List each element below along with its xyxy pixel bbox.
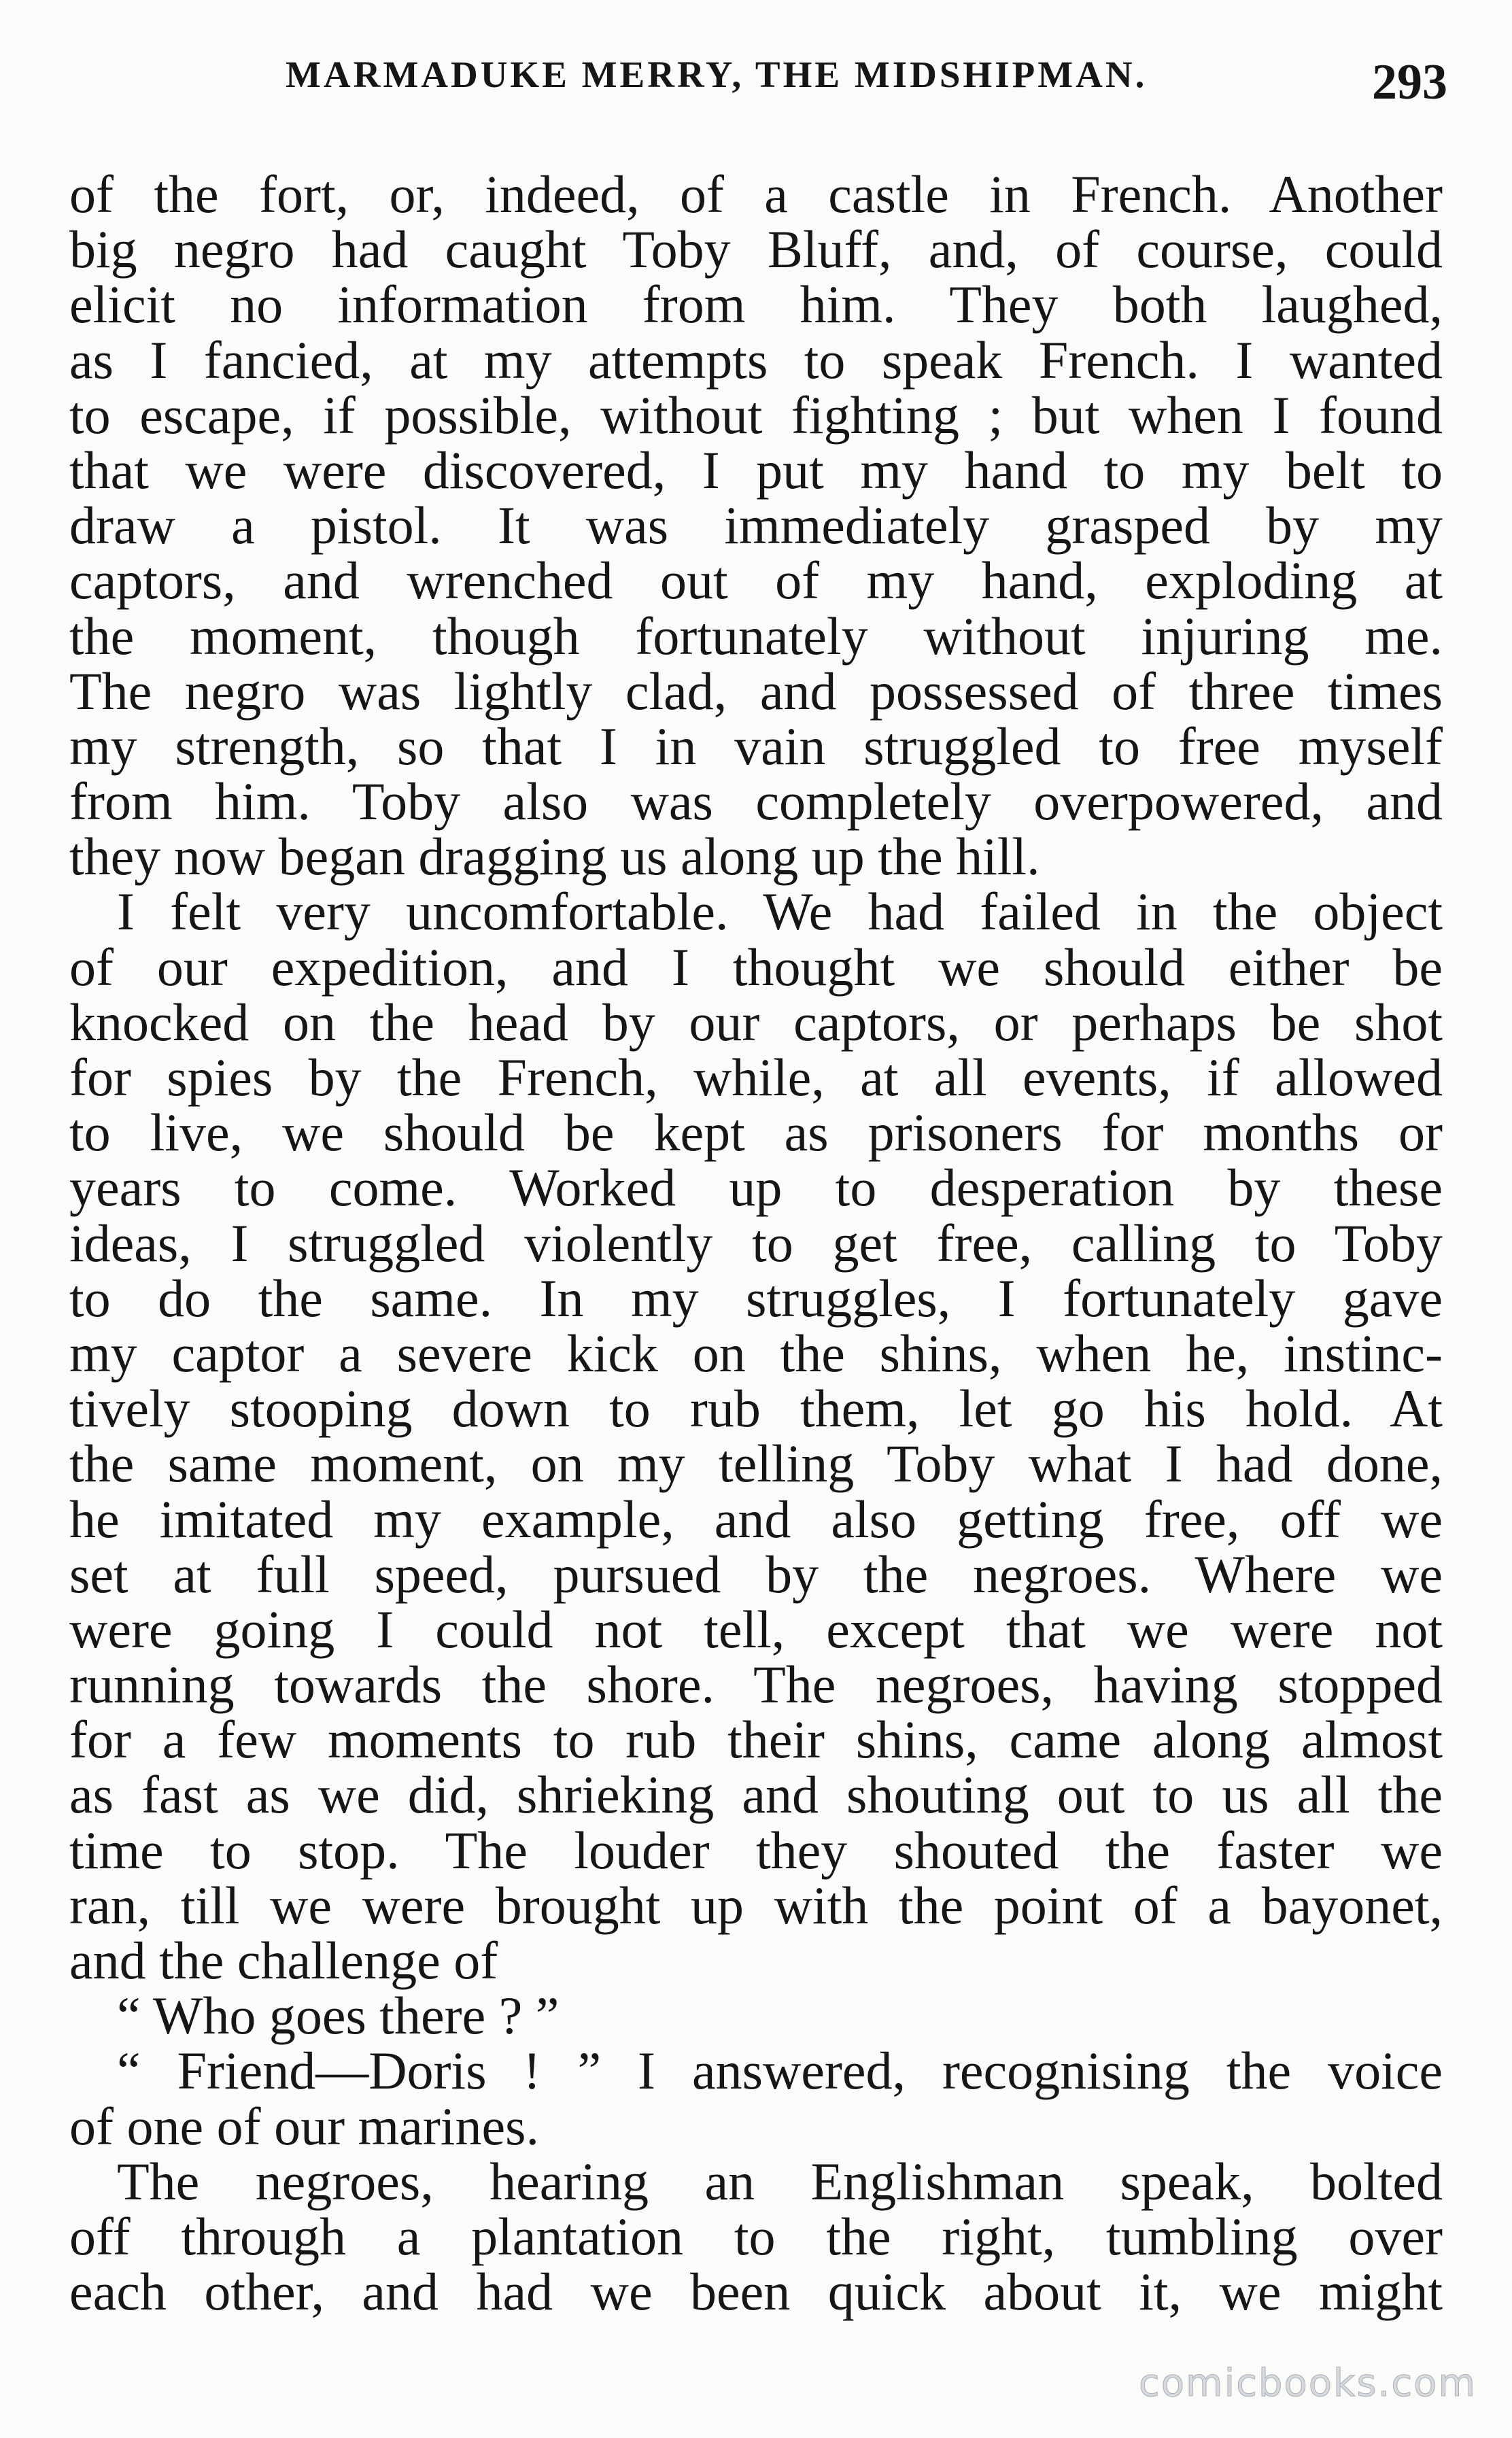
text-line: time to stop. The louder they shouted the faster we [69, 1820, 1443, 1880]
text-line: and the challenge of [69, 1931, 498, 1990]
text-line: of one of our marines. [69, 2096, 539, 2156]
text-line: The negroes, hearing an Englishman speak, bolted [117, 2151, 1443, 2211]
dialogue-line: “ Who goes there ? ” [117, 1986, 560, 2046]
text-line: off through a plantation to the right, tumbling over [69, 2206, 1443, 2266]
text-line: years to come. Worked up to desperation by these [69, 1158, 1443, 1218]
text-line: as I fancied, at my attempts to speak French. I wanted [69, 330, 1443, 390]
text-line: of the fort, or, indeed, of a castle in French. Another [69, 165, 1443, 224]
text-line: for a few moments to rub their shins, came along almost [69, 1710, 1443, 1770]
watermark-text: comicbooks.com [1138, 2361, 1477, 2405]
text-line: the moment, though fortunately without injuring me. [69, 606, 1443, 666]
text-line: they now began dragging us along up the hill. [69, 827, 1040, 887]
text-line: the same moment, on my telling Toby what I had done, [69, 1434, 1443, 1494]
text-line: he imitated my example, and also getting free, off we [69, 1489, 1443, 1549]
page-number: 293 [1372, 54, 1447, 110]
text-line: to live, we should be kept as prisoners for months or [69, 1103, 1443, 1163]
text-line: as fast as we did, shrieking and shouting out to us all the [69, 1765, 1443, 1825]
text-line: from him. Toby also was completely overpowered, and [69, 772, 1443, 831]
dialogue-line: “ Friend—Doris ! ” I answered, recognising the voice [117, 2041, 1443, 2101]
text-line: that we were discovered, I put my hand to my belt to [69, 440, 1443, 500]
text-line: knocked on the head by our captors, or perhaps be shot [69, 992, 1443, 1052]
text-line: of our expedition, and I thought we should either be [69, 937, 1443, 997]
text-line: I felt very uncomfortable. We had failed in the object [117, 882, 1443, 942]
text-line: for spies by the French, while, at all events, if allowed [69, 1048, 1443, 1107]
running-header-title: MARMADUKE MERRY, THE MIDSHIPMAN. [286, 54, 1148, 95]
text-line: tively stooping down to rub them, let go his hold. At [69, 1379, 1443, 1439]
text-line: my captor a severe kick on the shins, when he, instinc- [69, 1323, 1443, 1383]
text-line: to do the same. In my struggles, I fortunately gave [69, 1268, 1443, 1328]
text-line: ideas, I struggled violently to get free, calling to Toby [69, 1213, 1443, 1273]
text-line: captors, and wrenched out of my hand, exploding at [69, 551, 1443, 611]
text-line: big negro had caught Toby Bluff, and, of course, could [69, 220, 1443, 279]
text-line: were going I could not tell, except that we were not [69, 1599, 1443, 1659]
text-line: ran, till we were brought up with the point of a bayonet, [69, 1875, 1443, 1935]
text-line: draw a pistol. It was immediately grasped by my [69, 496, 1443, 555]
text-line: each other, and had we been quick about it, we might [69, 2262, 1443, 2322]
text-line: The negro was lightly clad, and possessed of three times [69, 661, 1443, 721]
body-text [69, 165, 1443, 2322]
text-line: to escape, if possible, without fighting ; but when I found [69, 385, 1443, 445]
text-line: my strength, so that I in vain struggled to free myself [69, 716, 1443, 776]
text-line: set at full speed, pursued by the negroes. Where we [69, 1544, 1443, 1604]
text-line: running towards the shore. The negroes, having stopped [69, 1655, 1443, 1715]
text-line: elicit no information from him. They both laughed, [69, 275, 1443, 334]
